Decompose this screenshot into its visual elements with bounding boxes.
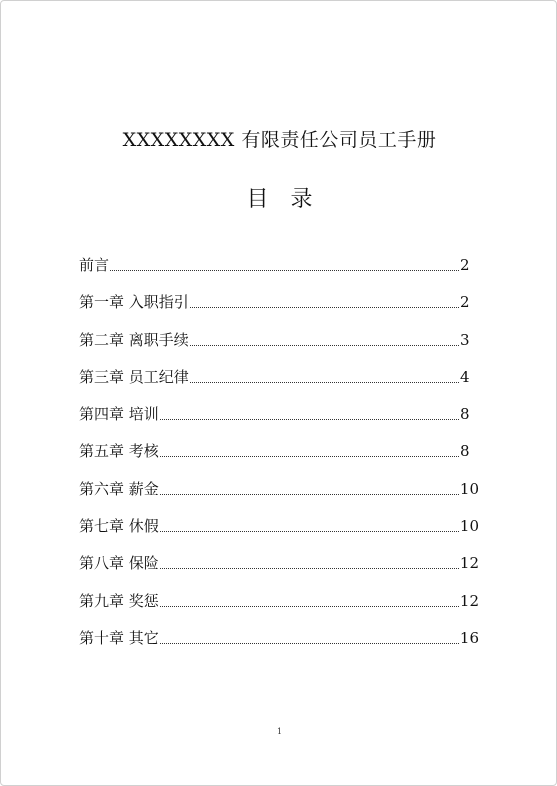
toc-entry-chapter-5[interactable] (79, 440, 479, 477)
toc-entry-page: 4 (460, 367, 470, 386)
toc-entry-label: 第四章 培训 (79, 405, 159, 424)
toc-entry-label: 第二章 离职手续 (79, 330, 189, 349)
dot-leader (190, 329, 459, 346)
toc-entry-page: 3 (460, 330, 470, 349)
toc-entry-chapter-2[interactable] (79, 329, 479, 366)
toc-entry-label: 第六章 薪金 (79, 479, 159, 498)
dot-leader (160, 440, 459, 457)
toc-entry-chapter-1[interactable] (79, 291, 479, 328)
toc-entry-label: 第十章 其它 (79, 628, 159, 647)
dot-leader (160, 403, 459, 420)
toc-entry-label: 第一章 入职指引 (79, 293, 189, 312)
toc-entry-preface[interactable] (79, 254, 479, 291)
toc-entry-chapter-7[interactable] (79, 515, 479, 552)
dot-leader (160, 515, 459, 532)
dot-leader (160, 590, 459, 607)
toc-entry-label: 第九章 奖惩 (79, 591, 159, 610)
toc-entry-label: 第八章 保险 (79, 554, 159, 573)
toc-entry-page: 8 (460, 442, 470, 461)
page-number: 1 (276, 727, 283, 736)
table-of-contents (79, 254, 479, 664)
toc-entry-chapter-9[interactable] (79, 590, 479, 627)
dot-leader (110, 254, 459, 271)
toc-entry-label: 第七章 休假 (79, 517, 159, 536)
toc-entry-page: 16 (459, 628, 479, 647)
toc-entry-label: 前言 (79, 256, 110, 274)
dot-leader (190, 291, 459, 308)
toc-entry-chapter-3[interactable] (79, 366, 479, 403)
toc-entry-chapter-6[interactable] (79, 478, 479, 515)
toc-entry-chapter-8[interactable] (79, 552, 479, 589)
dot-leader (160, 552, 459, 569)
toc-entry-page: 8 (460, 405, 470, 424)
dot-leader (160, 478, 459, 495)
toc-entry-chapter-10[interactable] (79, 627, 479, 664)
toc-heading: 目 录 (246, 187, 313, 212)
toc-entry-page: 2 (460, 256, 470, 274)
dot-leader (190, 366, 459, 383)
toc-entry-page: 2 (460, 293, 470, 312)
dot-leader (160, 627, 459, 644)
toc-entry-page: 12 (459, 591, 479, 610)
toc-entry-page: 10 (459, 479, 479, 498)
toc-entry-page: 10 (459, 517, 479, 536)
toc-entry-label: 第三章 员工纪律 (79, 367, 189, 386)
toc-entry-chapter-4[interactable] (79, 403, 479, 440)
toc-entry-page: 12 (459, 554, 479, 573)
document-title: XXXXXXXX 有限责任公司员工手册 (122, 129, 437, 151)
toc-entry-label: 第五章 考核 (79, 442, 159, 461)
